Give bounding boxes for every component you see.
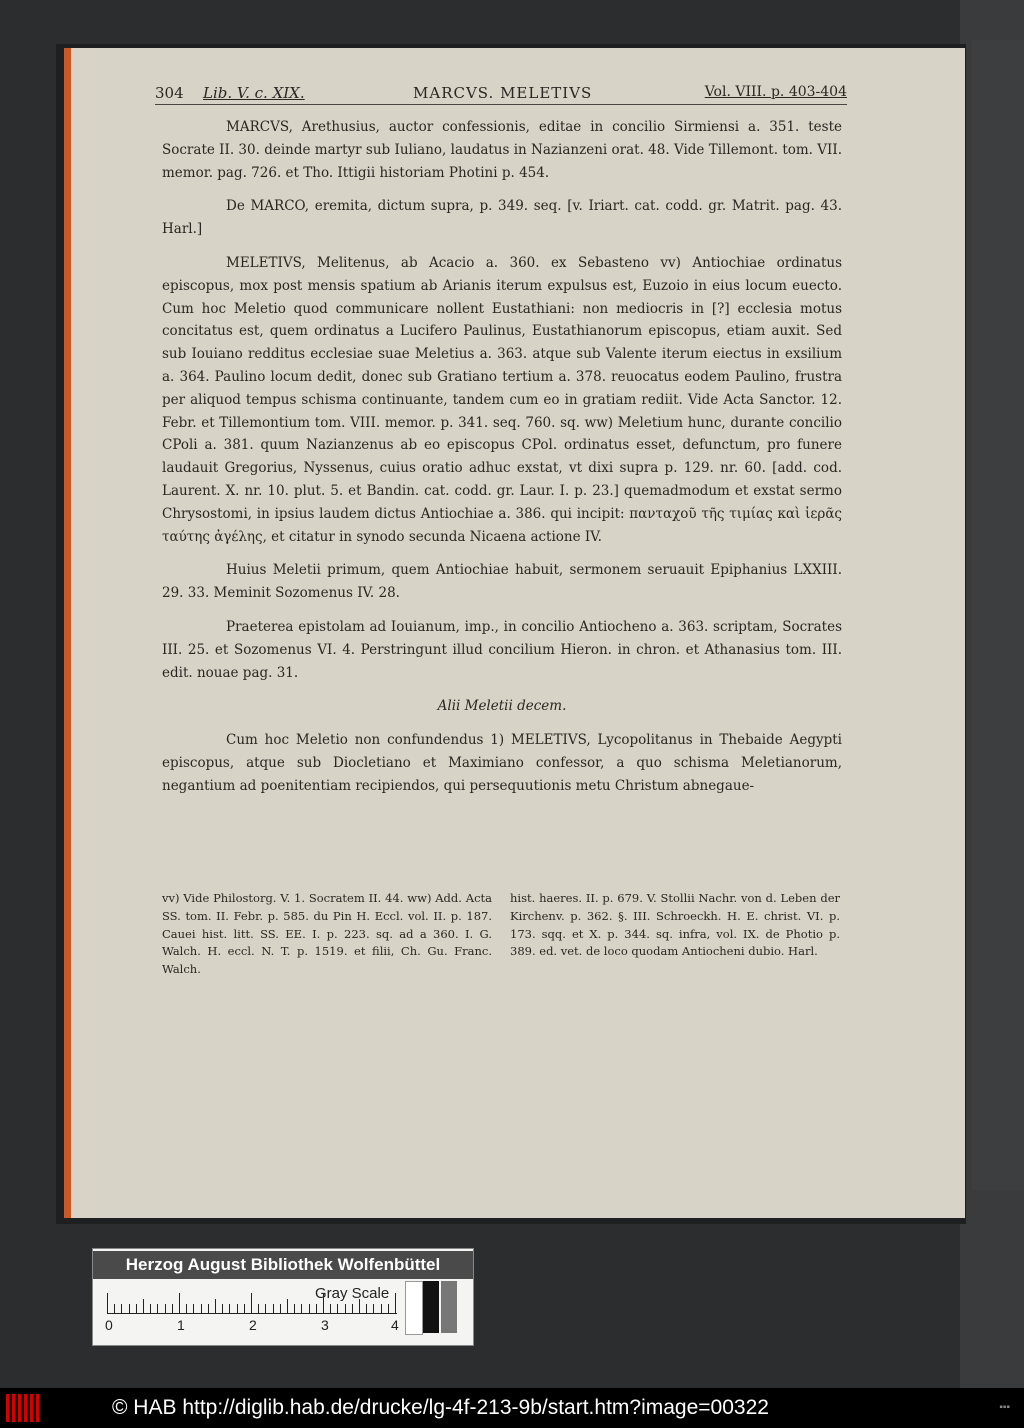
next-page-edge	[972, 40, 1024, 1190]
ruler-tick	[330, 1304, 331, 1313]
target-title: Herzog August Bibliothek Wolfenbüttel	[93, 1251, 473, 1279]
ruler-tick	[345, 1304, 346, 1313]
pager-indicator: ▪▪▪	[999, 1402, 1010, 1413]
paragraph-praeterea: Praeterea epistolam ad Iouianum, imp., in concilio Antiocheno a. 363. scriptam, Socrates III. 25. et Sozomenus VI. 4. Perstringunt illud concilium Hieron. in chron. et Athanasius tom. III. edit. nouae pag. 31.	[162, 618, 842, 681]
paragraph-marco: De MARCO, eremita, dictum supra, p. 349. seq. [v. Iriart. cat. codd. gr. Matrit. pag. 43. Harl.]	[162, 198, 842, 238]
running-head-left: Lib. V. c. XIX.	[203, 84, 305, 102]
ruler-number-0: 0	[105, 1317, 113, 1333]
ruler-tick	[143, 1299, 144, 1313]
swatch-gray	[441, 1281, 457, 1333]
ruler-baseline	[107, 1313, 397, 1314]
ruler-tick	[388, 1304, 389, 1313]
ruler-tick	[237, 1304, 238, 1313]
ruler-tick	[201, 1304, 202, 1313]
paragraph-huius: Huius Meletii primum, quem Antiochiae habuit, sermonem seruauit Epiphanius LXXIII. 29. 33. Meminit Sozomenus IV. 28.	[162, 562, 842, 602]
ruler-tick	[287, 1299, 288, 1313]
paragraph-marcus: MARCVS, Arethusius, auctor confessionis, editae in concilio Sirmiensi a. 351. teste Socrate II. 30. deinde martyr sub Iuliano, laudatus in Nazianzeni orat. 48. Vide Tillemont. tom. VII. memor. pag. 726. et Tho. Ittigii historiam Photini p. 454.	[162, 119, 842, 181]
paragraph-last: Cum hoc Meletio non confundendus 1) MELETIVS, Lycopolitanus in Thebaide Aegypti episcopus, atque sub Diocletiano et Maximiano confessor, a quo schisma Meletianorum, negantium ad poenitentiam recipiendos, qui persequutionis metu Christum abnegaue-	[162, 732, 842, 794]
ruler-tick	[222, 1304, 223, 1313]
ruler-tick	[381, 1304, 382, 1313]
hab-logo-icon	[6, 1394, 42, 1422]
ruler-tick	[136, 1304, 137, 1313]
ruler-tick	[395, 1293, 396, 1313]
ruler-number-3: 3	[321, 1317, 329, 1333]
color-target-card	[92, 1248, 474, 1346]
ruler-number-2: 2	[249, 1317, 257, 1333]
running-head-right: Vol. VIII. p. 403-404	[704, 84, 847, 100]
ruler-tick	[150, 1304, 151, 1313]
ruler-tick	[129, 1304, 130, 1313]
paragraph-meletius: MELETIVS, Melitenus, ab Acacio a. 360. ex Sebasteno vv) Antiochiae ordinatus episcopus, mox post mensis spatium ab Arianis iterum expulsus est, Euzoio in eius locum euecto. Cum hoc Meletio quod communicare nollent Eustathiani: non mediocris in [?] ecclesia motus concitatus est, quem ordinatus a Lucifero Paulinus, Eustathianorum episcopus, etiam auxit. Sed sub Iouiano redditus ecclesiae suae Meletius a. 363. atque sub Valente iterum eiectus in exsilium a. 364. Paulino locum dedit, donec sub Gratiano tertium a. 378. reuocatus eodem Paulino, frustra per aliquod tempus schisma continuante, tandem cum eo in gratiam rediit. Vide Acta Sanctor. 12. Febr. et Tillemontium tom. VIII. memor. p. 341. seq. 760. sq. ww) Meletium hunc, durante concilio CPoli a. 381. quum Nazianzenus ab eo episcopus CPol. ordinatus esset, defunctum, pro funere laudauit Gregorius, Nyssenus, cuius oratio adhuc exstat, vt dixi supra p. 129. nr. 60. [add. cod. Laurent. X. nr. 10. plut. 5. et Bandin. cat. codd. gr. Laur. I. p. 23.] quemadmodum et exstat sermo Chrysostomi, in ipsius laudem dictus Antiochiae a. 386. qui incipit: πανταχοῦ τῆς τιμίας καὶ ἱερᾶς ταύτης ἀγέλης, et citatur in synodo secunda Nicaena actione IV.	[162, 254, 842, 545]
running-head-center: MARCVS. MELETIVS	[413, 84, 593, 102]
ruler-tick	[193, 1304, 194, 1313]
ruler-tick	[165, 1304, 166, 1313]
swatch-black	[423, 1281, 439, 1333]
ruler-tick	[107, 1293, 108, 1313]
ruler-tick	[251, 1293, 252, 1313]
running-header	[155, 84, 847, 110]
footer-bar	[0, 1388, 1024, 1428]
swatch-white	[405, 1281, 423, 1335]
ruler-tick	[265, 1304, 266, 1313]
ruler-tick	[244, 1304, 245, 1313]
ruler-tick	[172, 1304, 173, 1313]
ruler-tick	[294, 1304, 295, 1313]
footnotes-left-column: vv) Vide Philostorg. V. 1. Socratem II. 44. ww) Add. Acta SS. tom. II. Febr. p. 585. du Pin H. Eccl. vol. II. p. 187. Cauei hist. litt. SS. EE. I. p. 223. sq. ad a 360. I. G. Walch. H. eccl. N. T. p. 1519. et filii, Ch. Gu. Franc. Walch.	[162, 891, 492, 977]
ruler-tick	[121, 1304, 122, 1313]
ruler-tick	[208, 1304, 209, 1313]
ruler-tick	[366, 1304, 367, 1313]
ruler-number-1: 1	[177, 1317, 185, 1333]
page-number: 304	[155, 84, 184, 102]
section-heading: Alii Meletii decem.	[437, 698, 567, 715]
ruler-tick	[316, 1304, 317, 1313]
ruler-tick	[280, 1304, 281, 1313]
ruler-tick	[352, 1304, 353, 1313]
ruler-tick	[337, 1304, 338, 1313]
header-rule	[155, 104, 847, 105]
ruler-tick	[309, 1304, 310, 1313]
ruler-tick	[273, 1304, 274, 1313]
ruler-tick	[215, 1299, 216, 1313]
body-text	[162, 116, 842, 809]
ruler-tick	[157, 1304, 158, 1313]
ruler-tick	[258, 1304, 259, 1313]
ruler-tick	[114, 1304, 115, 1313]
ruler-tick	[301, 1304, 302, 1313]
gray-scale-label: Gray Scale	[315, 1285, 390, 1302]
ruler-tick	[179, 1293, 180, 1313]
ruler-tick	[186, 1304, 187, 1313]
footnotes-right-column: hist. haeres. II. p. 679. V. Stollii Nachr. von d. Leben der Kirchenv. p. 362. §. III. Schroeckh. H. E. christ. VI. p. 173. sqq. et X. p. 344. sq. infra, vol. IX. de Photio p. 389. ed. vet. de loco quodam Antiocheni dubio. Harl.	[510, 891, 840, 959]
ruler-number-4: 4	[391, 1317, 399, 1333]
footer-credit-link[interactable]: © HAB http://diglib.hab.de/drucke/lg-4f-213-9b/start.htm?image=00322	[112, 1396, 769, 1419]
ruler-tick	[229, 1304, 230, 1313]
ruler-tick	[373, 1304, 374, 1313]
